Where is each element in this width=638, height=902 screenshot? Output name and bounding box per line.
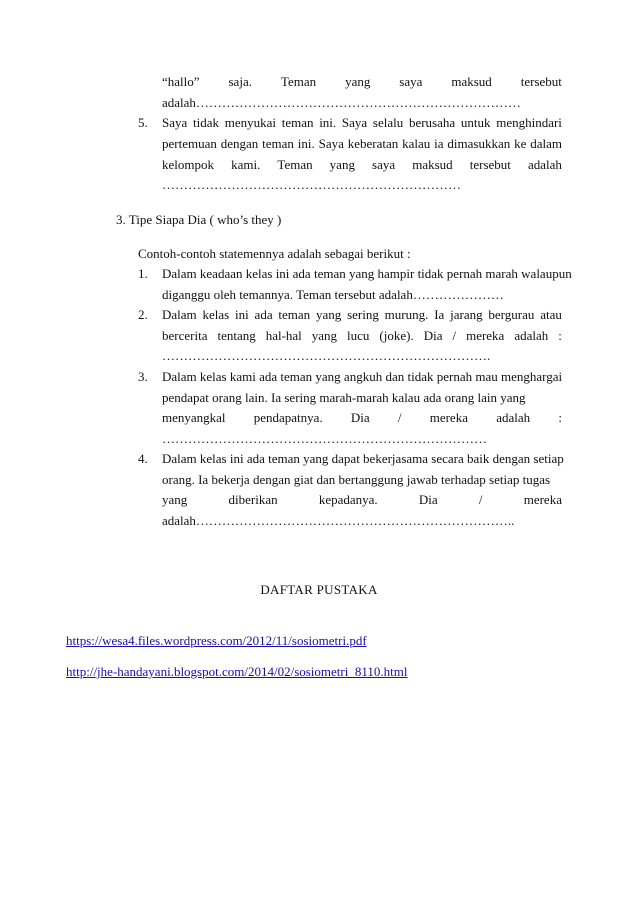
word: untuk [460,115,491,130]
word: ini. [319,115,337,130]
word: : [558,410,562,425]
word: tersebut [469,157,511,172]
word: saja. [228,74,252,89]
word: Saya [162,115,188,130]
word: Dalam [162,307,197,322]
word: dimasukkan [447,136,511,151]
word: kepadanya. [318,492,378,507]
word: dengan [220,136,259,151]
word: saya [372,157,396,172]
word: teman [278,307,311,322]
word: adalah [514,328,549,343]
s3-item-2-number: 2. [138,307,148,322]
word: ada [254,307,273,322]
word: mereka [429,410,468,425]
word: Saya [318,136,344,151]
word: adalah [496,410,531,425]
word: pertemuan [162,136,217,151]
s3-item-1-line-2: diganggu oleh temannya. Teman tersebut adalah………………… [162,287,504,302]
word: Saya [341,115,368,130]
word: yang [329,157,355,172]
word: mereka [523,492,562,507]
s3-item-3-number: 3. [138,369,148,384]
word: Teman [280,74,317,89]
item-5-dots: …………………………………………………………… [162,177,461,192]
s3-item-4-line-4: adalah……………………………………………………………….. [162,513,515,528]
word: berusaha [408,115,456,130]
reference-link-1[interactable]: https://wesa4.files.wordpress.com/2012/11/sosiometri.pdf [66,633,367,648]
word: selalu [372,115,404,130]
item-5-number: 5. [138,115,148,130]
word: ini [235,307,249,322]
word: bercerita [162,328,208,343]
item-5-line-3 [162,156,562,174]
s3-item-3-line-1: Dalam kelas kami ada teman yang angkuh dan tidak pernah mau menghargai [162,369,563,384]
word: mereka [466,328,505,343]
s3-item-3-line-4: ………………………………………………………………… [162,431,487,446]
word: ke [514,136,527,151]
word: Dia [350,410,370,425]
word: yang [162,492,188,507]
item-5-line-1 [162,114,562,132]
s3-item-4-line-3 [162,491,562,509]
s3-item-4-number: 4. [138,451,148,466]
word: lucu [347,328,370,343]
word: / [397,410,402,425]
word: dalam [530,136,562,151]
word: ini. [297,136,315,151]
item-4-tail-end: adalah………………………………………………………………… [162,95,521,110]
word: maksud [412,157,453,172]
bibliography-heading: DAFTAR PUSTAKA [260,582,378,597]
word: bergurau [488,307,535,322]
word: pendapatnya. [253,410,323,425]
word: teman [262,136,294,151]
s3-item-2-line-2 [162,327,562,345]
item-5-line-2 [162,135,562,153]
word: menyukai [224,115,276,130]
word: Dia [418,492,438,507]
s3-item-4-line-1: Dalam kelas ini ada teman yang dapat bekerjasama secara baik dengan setiap [162,451,564,466]
word: maksud [451,74,492,89]
s3-item-4-line-2: orang. Ia bekerja dengan giat dan bertanggung jawab terhadap setiap tugas [162,472,551,487]
word: Teman [277,157,313,172]
word: (joke). [379,328,414,343]
word: hal-hal [265,328,302,343]
s3-item-2-line-3: …………………………………………………………………. [162,348,491,363]
word: keberatan [347,136,399,151]
reference-link-2[interactable]: http://jhe-handayani.blogspot.com/2014/02/sosiometri_8110.html [66,664,408,679]
s3-item-1-line-1: Dalam keadaan kelas ini ada teman yang hampir tidak pernah marah walaupun [162,266,572,281]
word: menghindari [496,115,562,130]
section-3-intro: Contoh-contoh statemennya adalah sebagai berikut : [138,246,411,261]
word: yang [315,307,342,322]
section-3-heading: 3. Tipe Siapa Dia ( who’s they ) [116,212,282,227]
word: murung. [384,307,429,322]
item-4-tail-line [162,73,562,91]
word: sering [347,307,379,322]
word: / [452,328,457,343]
word: kalau [402,136,431,151]
s3-item-1-number: 1. [138,266,148,281]
word: adalah [527,157,562,172]
word: menyangkal [162,410,226,425]
s3-item-3-line-3 [162,409,562,427]
word: kelompok [162,157,214,172]
word: tersebut [520,74,562,89]
word: ia [434,136,444,151]
word: tidak [193,115,219,130]
word: tentang [217,328,256,343]
word: / [478,492,483,507]
s3-item-2-line-1 [162,306,562,324]
word: : [558,328,562,343]
word: teman [281,115,314,130]
word: kami. [231,157,261,172]
word: Ia [434,307,445,322]
word: yang [345,74,371,89]
s3-item-3-line-2: pendapat orang lain. Ia sering marah-marah kalau ada orang lain yang [162,390,526,405]
word: kelas [202,307,230,322]
word: yang [311,328,338,343]
word: Dia [423,328,443,343]
word: saya [399,74,423,89]
word: “hallo” [162,74,200,89]
word: atau [540,307,562,322]
word: jarang [450,307,483,322]
word: diberikan [228,492,278,507]
